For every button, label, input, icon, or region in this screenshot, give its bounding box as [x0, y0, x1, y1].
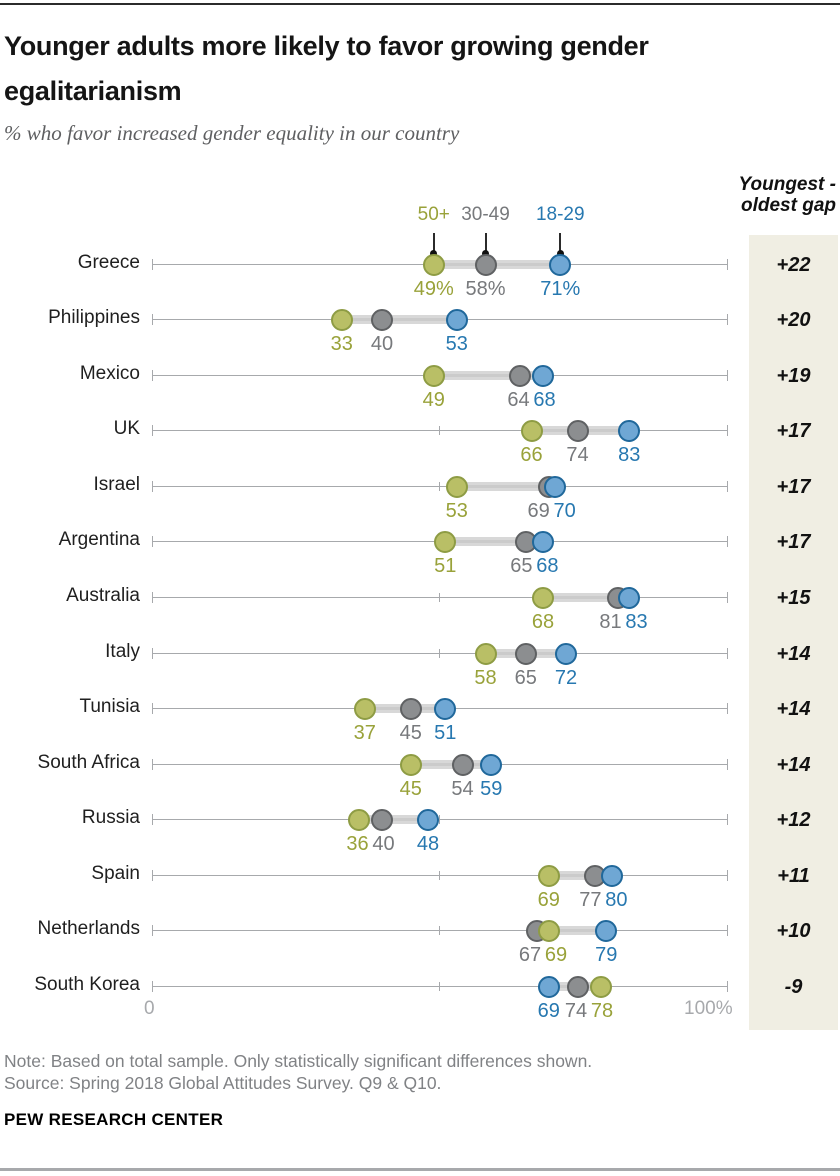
dot-age-30-49: [567, 420, 589, 442]
value-label-50plus: 58: [474, 666, 497, 689]
chart-subtitle: % who favor increased gender equality in our country: [4, 121, 460, 145]
value-label-50plus: 69: [544, 944, 568, 967]
axis-tick-right: [727, 814, 728, 825]
axis-tick-right: [727, 425, 728, 436]
legend-label-50plus: 50+: [417, 204, 450, 225]
country-label: Netherlands: [37, 918, 140, 940]
axis-tick-right: [727, 259, 728, 270]
axis-tick-left: [152, 981, 153, 992]
axis-tick-left: [152, 481, 153, 492]
value-label-50plus: 69: [537, 888, 560, 911]
value-label-18-29: 68: [533, 388, 556, 411]
range-band-core: [342, 318, 457, 321]
chart-note: Note: Based on total sample. Only statistically significant differences shown.: [4, 1051, 593, 1071]
chart-title: Younger adults more likely to favor growing gender egalitarianism: [4, 31, 649, 106]
dot-age-18-29: [601, 865, 623, 887]
dot-age-18-29: [595, 920, 617, 942]
value-label-18-29: 71%: [540, 277, 581, 300]
value-label-18-29: 51: [434, 722, 457, 745]
dot-age-50plus: [354, 698, 376, 720]
axis-tick-right: [727, 481, 728, 492]
dot-age-30-49: [567, 976, 589, 998]
gap-value: +15: [776, 586, 811, 609]
value-label-30-49: 40: [372, 833, 395, 856]
country-label: Australia: [66, 584, 140, 606]
gap-value: -9: [784, 976, 803, 999]
gap-value: +20: [776, 309, 811, 332]
axis-tick-mid: [439, 593, 440, 602]
value-label-18-29: 59: [480, 777, 503, 800]
value-label-30-49: 69: [527, 499, 550, 522]
gap-value: +10: [776, 920, 811, 943]
country-label: Italy: [105, 640, 140, 662]
axis-tick-left: [152, 259, 153, 270]
axis-max-label: 100%: [684, 998, 733, 1019]
value-label-50plus: 53: [445, 499, 468, 522]
gap-column-header: [739, 174, 836, 216]
gap-column-background: [749, 235, 838, 1030]
dot-age-18-29: [417, 809, 439, 831]
gap-value: +14: [776, 753, 811, 776]
country-label: Tunisia: [79, 696, 140, 718]
country-label: Philippines: [48, 307, 140, 329]
bottom-rule: [0, 1168, 840, 1171]
value-label-50plus: 45: [399, 777, 422, 800]
gap-value: +17: [776, 420, 811, 443]
axis-tick-left: [152, 870, 153, 881]
country-label: Russia: [81, 807, 140, 829]
dot-age-18-29: [549, 254, 571, 276]
value-label-50plus: 66: [520, 444, 543, 467]
value-label-18-29: 48: [416, 833, 440, 856]
dot-age-18-29: [618, 587, 640, 609]
dot-age-30-49: [515, 643, 537, 665]
axis-tick-left: [152, 814, 153, 825]
axis-tick-left: [152, 592, 153, 603]
legend-label-30-49: 30-49: [461, 204, 510, 225]
axis-tick-right: [727, 592, 728, 603]
value-label-18-29: 70: [553, 499, 576, 522]
country-label: UK: [113, 418, 140, 440]
value-label-18-29: 53: [445, 333, 468, 356]
gap-value: +12: [776, 809, 811, 832]
dot-age-50plus: [348, 809, 370, 831]
dot-age-50plus: [475, 643, 497, 665]
dot-age-18-29: [618, 420, 640, 442]
value-label-50plus: 68: [531, 610, 555, 633]
value-label-18-29: 80: [605, 888, 628, 911]
axis-tick-right: [727, 314, 728, 325]
axis-tick-left: [152, 370, 153, 381]
gap-value: +22: [776, 253, 811, 276]
value-label-50plus: 49%: [413, 277, 454, 300]
legend-label-18-29: 18-29: [535, 204, 585, 225]
value-label-30-49: 74: [564, 1000, 588, 1023]
dot-age-18-29: [532, 365, 554, 387]
gap-value: +17: [776, 475, 811, 498]
country-label: Spain: [91, 862, 140, 884]
dot-age-50plus: [446, 476, 468, 498]
value-label-30-49: 81: [599, 610, 622, 633]
dot-age-50plus: [400, 754, 422, 776]
country-label: Greece: [77, 251, 140, 273]
dot-age-18-29: [446, 309, 468, 331]
gap-value: +19: [776, 364, 811, 387]
dot-age-50plus: [423, 254, 445, 276]
axis-tick-right: [727, 759, 728, 770]
brand-label: PEW RESEARCH CENTER: [4, 1110, 224, 1129]
dot-age-30-49: [371, 809, 393, 831]
value-label-18-29: 68: [536, 555, 559, 578]
dot-age-18-29: [538, 976, 560, 998]
value-label-30-49: 77: [579, 888, 602, 911]
dot-age-50plus: [331, 309, 353, 331]
dot-age-30-49: [452, 754, 474, 776]
value-label-30-49: 45: [399, 722, 422, 745]
axis-tick-mid: [439, 482, 440, 491]
axis-tick-mid: [439, 815, 440, 824]
dot-age-50plus: [538, 920, 560, 942]
dot-age-18-29: [532, 531, 554, 553]
dot-age-18-29: [555, 643, 577, 665]
value-label-30-49: 40: [370, 333, 394, 356]
dot-age-18-29: [434, 698, 456, 720]
country-label: Mexico: [79, 362, 140, 384]
value-label-30-49: 65: [514, 666, 537, 689]
dot-age-18-29: [480, 754, 502, 776]
value-label-30-49: 58%: [465, 277, 506, 300]
value-label-30-49: 54: [451, 777, 474, 800]
dot-age-30-49: [400, 698, 422, 720]
dot-age-50plus: [532, 587, 554, 609]
chart-source: Source: Spring 2018 Global Attitudes Survey. Q9 & Q10.: [4, 1073, 442, 1093]
value-label-18-29: 72: [554, 666, 578, 689]
axis-tick-right: [727, 370, 728, 381]
dot-age-50plus: [590, 976, 612, 998]
axis-tick-left: [152, 425, 153, 436]
value-label-30-49: 65: [510, 555, 533, 578]
dot-age-18-29: [544, 476, 566, 498]
axis-min-label: 0: [144, 998, 155, 1019]
value-label-18-29: 83: [618, 444, 641, 467]
country-label: South Korea: [34, 974, 140, 996]
dot-age-50plus: [538, 865, 560, 887]
axis-tick-left: [152, 759, 153, 770]
value-label-18-29: 83: [625, 610, 648, 633]
gap-value: +14: [776, 698, 811, 721]
top-rule: [0, 3, 840, 5]
axis-tick-right: [727, 536, 728, 547]
dot-age-50plus: [423, 365, 445, 387]
axis-tick-mid: [439, 426, 440, 435]
dot-age-50plus: [521, 420, 543, 442]
axis-tick-right: [727, 648, 728, 659]
gap-value: +17: [776, 531, 811, 554]
axis-tick-mid: [439, 982, 440, 991]
axis-tick-mid: [439, 649, 440, 658]
axis-tick-left: [152, 536, 153, 547]
value-label-30-49: 74: [566, 444, 589, 467]
axis-tick-left: [152, 314, 153, 325]
axis-tick-left: [152, 703, 153, 714]
value-label-50plus: 33: [330, 333, 353, 356]
axis-tick-right: [727, 981, 728, 992]
dot-age-30-49: [475, 254, 497, 276]
value-label-18-29: 79: [595, 944, 618, 967]
axis-tick-right: [727, 870, 728, 881]
gap-header-line1: Youngest -: [738, 174, 836, 195]
range-band-core: [434, 263, 561, 266]
axis-tick-mid: [439, 926, 440, 935]
dot-age-50plus: [434, 531, 456, 553]
value-label-50plus: 37: [353, 722, 376, 745]
value-label-30-49: 67: [518, 944, 542, 967]
dot-age-30-49: [371, 309, 393, 331]
axis-tick-left: [152, 648, 153, 659]
value-label-50plus: 78: [590, 1000, 614, 1023]
dot-age-30-49: [509, 365, 531, 387]
gap-header-line2: oldest gap: [740, 195, 836, 216]
axis-tick-right: [727, 925, 728, 936]
axis-tick-mid: [439, 871, 440, 880]
country-label: Argentina: [58, 529, 140, 551]
value-label-50plus: 49: [422, 388, 445, 411]
gap-value: +11: [777, 864, 810, 887]
country-label: South Africa: [37, 751, 140, 773]
gap-value: +14: [776, 642, 811, 665]
value-label-18-29: 69: [537, 1000, 560, 1023]
axis-tick-left: [152, 925, 153, 936]
value-label-50plus: 36: [346, 833, 369, 856]
axis-tick-right: [727, 703, 728, 714]
country-label: Israel: [93, 473, 140, 495]
value-label-50plus: 51: [434, 555, 457, 578]
value-label-30-49: 64: [507, 388, 530, 411]
